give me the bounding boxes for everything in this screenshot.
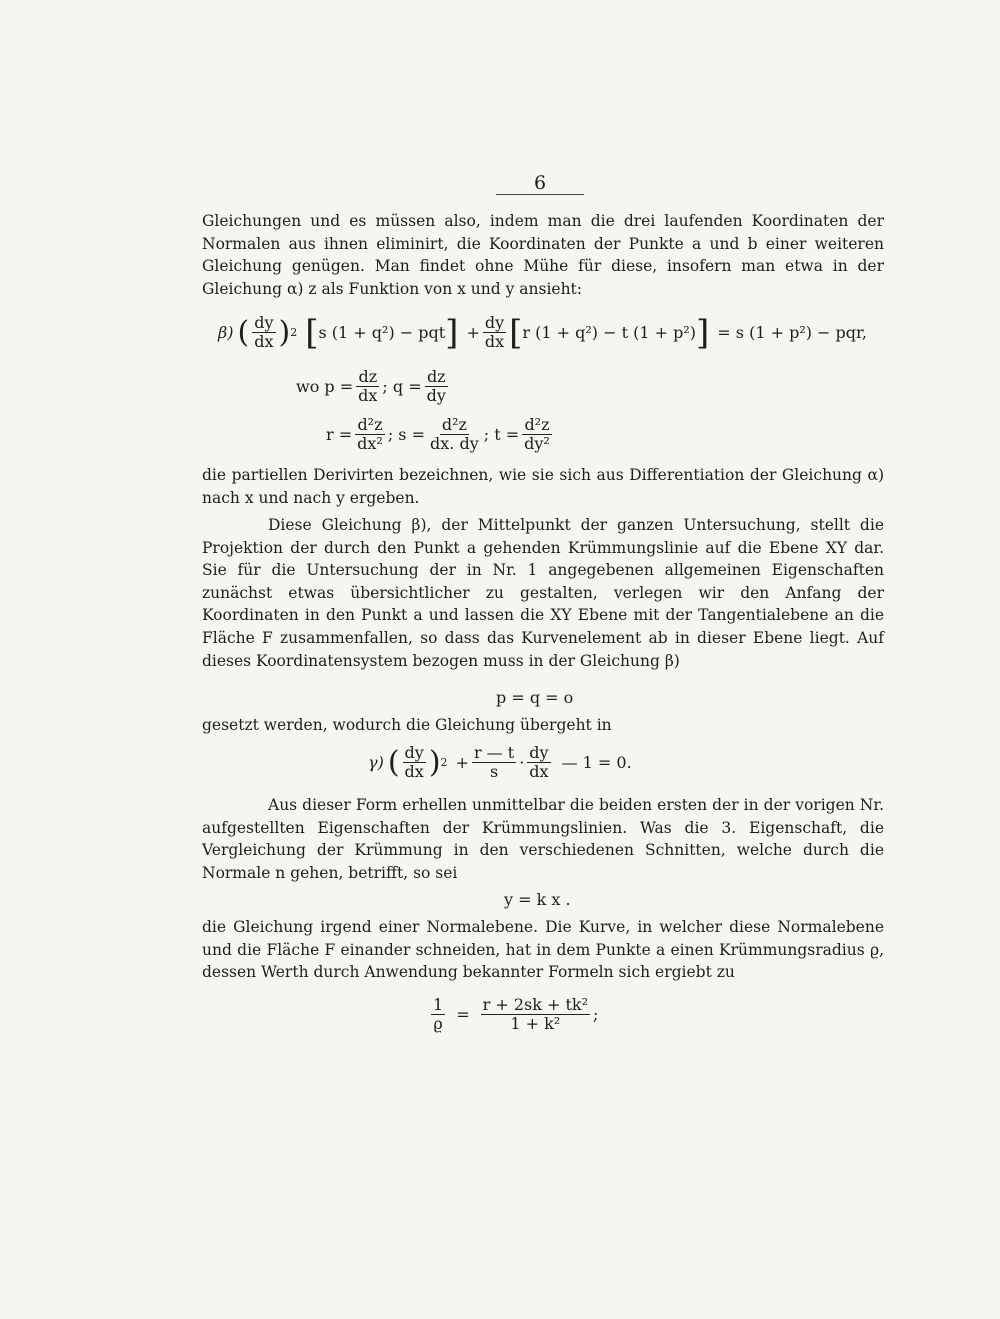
equation-wo: wo p = $\frac{dz}{dx}$ ; q = $\frac{dz}{dy}$ xyxy=(296,367,446,405)
equation-beta: β) ( $\frac{dy}{dx}$ ) 2 [ s (1 + q²) − pqt ] + $\frac{dy}{dx}$ [ r (1 + q²) − t (1 + p²) ] = s (1 + p²) − pqr, xyxy=(218,312,868,353)
page-number: 6 xyxy=(496,172,584,195)
paragraph-2: die partiellen Derivirten bezeichnen, wie sie sich aus Differentiation der Gleichung α) nach x und nach y ergeben. xyxy=(202,466,884,507)
equation-rst: r = $\frac{\text{d²z}}{\text{dx²}}$ ; s = $\frac{\text{d²z}}{dx. dy}$ ; t = $\frac{\text{d²z}}{\text{dy²}}$ xyxy=(326,415,550,453)
fraction-dy-dx-2: $\frac{dy}{dx}$ xyxy=(484,313,505,351)
paragraph-6: die Gleichung irgend einer Normalebene. Die Kurve, in welcher diese Normalebene und die Fläche F einander schneiden, hat in dem Punkte a einen Krümmungsradius ϱ, dessen Werth durch Anwendung bekannter Formeln sich ergiebt zu xyxy=(202,918,884,982)
fraction-dy-dx: $\frac{dy}{dx}$ xyxy=(254,313,274,351)
equation-label-gamma: γ) xyxy=(368,753,384,772)
equation-ykx: y = k x . xyxy=(504,890,571,909)
equation-rho: $\frac{1}{ϱ}$ = $\frac{\text{r + 2sk + tk²}}{\text{1 + k²}}$ ; xyxy=(433,995,599,1033)
bracket-term-1: s (1 + q²) − pqt xyxy=(318,323,446,342)
equation-pq: p = q = o xyxy=(496,688,574,707)
paragraph-1 xyxy=(202,210,884,300)
paragraph-3: Diese Gleichung β), der Mittelpunkt der ganzen Untersuchung, stellt die Projektion der durch den Punkt a gehenden Krümmungslinie auf die Ebene XY dar. Sie für die Untersuchung der in Nr. 1 angegebenen allgemeinen Eigenschaften zunächst etwas übersichtlicher zu gestalten, verlegen wir den Anfang der Koordinaten in den Punkt a und lassen die XY Ebene mit der Tangentialebene an die Fläche F zusammenfallen, so dass das Kurvenelement ab in dieser Ebene liegt. Auf dieses Koordinatensystem bezogen muss in der Gleichung β) xyxy=(202,516,884,670)
bracket-term-2: r (1 + q²) − t (1 + p²) xyxy=(522,323,697,342)
paragraph-5: Aus dieser Form erhellen unmittelbar die beiden ersten der in der vorigen Nr. aufgestellten Eigenschaften der Krümmungslinien. Was die 3. Eigenschaft, die Vergleichung der Krümmung in den verschiedenen Schnitten, welche durch die Normale n gehen, betrifft, so sei xyxy=(202,796,884,882)
equation-gamma: γ) ( $\frac{dy}{dx}$ ) 2 + $\frac{r — t}{s}$ · $\frac{dy}{dx}$ — 1 = 0. xyxy=(368,743,632,781)
paragraph-4: gesetzt werden, wodurch die Gleichung übergeht in xyxy=(202,716,612,734)
paragraph-1-text: Gleichungen und es müssen also, indem man die drei laufenden Koordinaten der Normalen aus ihnen eliminirt, die Koordinaten der Punkte a und b einer weiteren Gleichung genügen. Man findet ohne Mühe für diese, insofern man etwa in der Gleichung α) z als Funktion von x und y ansieht: xyxy=(202,212,884,298)
equation-beta-rhs: = s (1 + p²) − pqr, xyxy=(717,323,868,342)
equation-label-beta: β) xyxy=(218,323,234,342)
